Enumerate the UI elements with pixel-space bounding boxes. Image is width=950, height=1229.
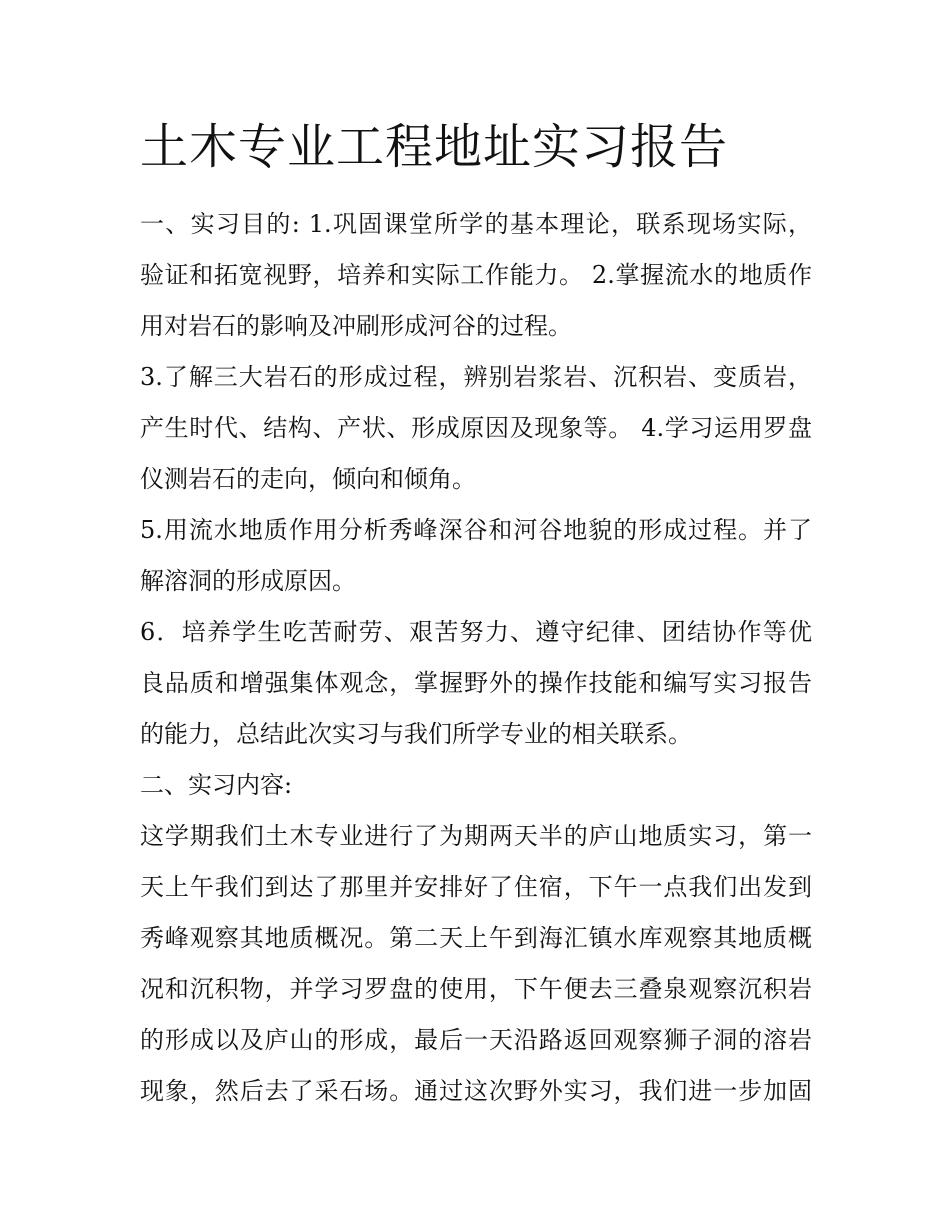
body-line: 天上午我们到达了那里并安排好了住宿，下午一点我们出发到 — [140, 873, 812, 901]
body-line: 秀峰观察其地质概况。第二天上午到海汇镇水库观察其地质概 — [140, 924, 812, 952]
body-line: 二、实习内容: — [140, 771, 293, 799]
body-line: 仪测岩石的走向，倾向和倾角。 — [140, 465, 476, 493]
body-line: 用对岩石的影响及冲刷形成河谷的过程。 — [140, 312, 572, 340]
body-line: 这学期我们土木专业进行了为期两天半的庐山地质实习，第一 — [140, 822, 812, 850]
body-line: 现象，然后去了采石场。通过这次野外实习，我们进一步加固 — [140, 1077, 812, 1105]
body-line: 的能力，总结此次实习与我们所学专业的相关联系。 — [140, 720, 692, 748]
body-line: 3.了解三大岩石的形成过程，辨别岩浆岩、沉积岩、变质岩， — [140, 363, 812, 391]
body-line: 况和沉积物，并学习罗盘的使用，下午便去三叠泉观察沉积岩 — [140, 975, 812, 1003]
body-line: 产生时代、结构、产状、形成原因及现象等。 4.学习运用罗盘 — [140, 414, 812, 442]
document-body — [140, 199, 812, 1117]
body-line: 解溶洞的形成原因。 — [140, 567, 356, 595]
body-line: 5.用流水地质作用分析秀峰深谷和河谷地貌的形成过程。并了 — [140, 516, 812, 544]
body-line: 良品质和增强集体观念，掌握野外的操作技能和编写实习报告 — [140, 669, 812, 697]
body-line: 6．培养学生吃苦耐劳、艰苦努力、遵守纪律、团结协作等优 — [140, 618, 812, 646]
body-line: 验证和拓宽视野，培养和实际工作能力。 2.掌握流水的地质作 — [140, 261, 812, 289]
document-title: 土木专业工程地址实习报告 — [140, 119, 729, 175]
body-line: 一、实习目的: 1.巩固课堂所学的基本理论，联系现场实际， — [140, 210, 812, 238]
body-line: 的形成以及庐山的形成，最后一天沿路返回观察狮子洞的溶岩 — [140, 1026, 812, 1054]
